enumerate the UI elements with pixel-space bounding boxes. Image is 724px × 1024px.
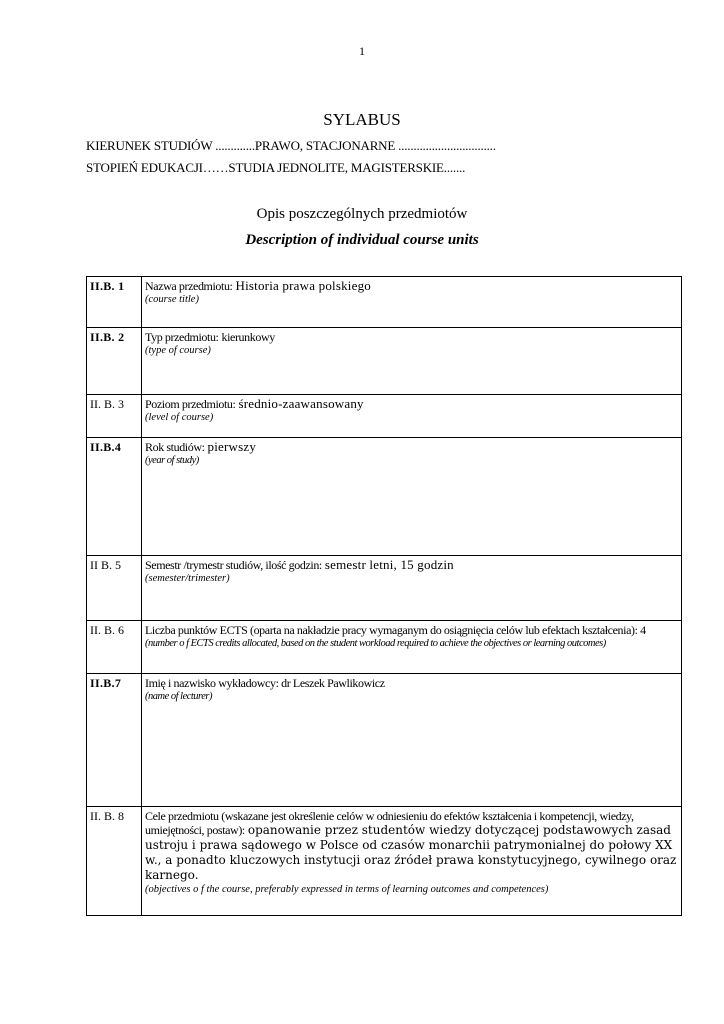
row-code: II.B. 1 bbox=[87, 277, 142, 328]
row-label: Cele przedmiotu (wskazane jest określenie celów w odniesieniu do efektów kształcenia i kompetencji, wiedzy, umiejętności, postaw): bbox=[145, 809, 634, 837]
row-english-label: (objectives o f the course, preferably expressed in terms of learning outcomes and competences) bbox=[145, 884, 549, 895]
education-level-line: STOPIEŃ EDUKACJI……STUDIA JEDNOLITE, MAGISTERSKIE....... bbox=[86, 160, 466, 175]
row-code: II. B. 6 bbox=[87, 621, 142, 674]
row-label: Nazwa przedmiotu: bbox=[145, 279, 233, 293]
table-row bbox=[87, 621, 682, 674]
row-value: pierwszy bbox=[207, 439, 257, 454]
row-value: kierunkowy bbox=[221, 330, 275, 344]
document-title: SYLABUS bbox=[323, 110, 401, 129]
table-row bbox=[87, 556, 682, 621]
subtitle-english: Description of individual course units bbox=[245, 232, 479, 248]
row-code: II. B. 8 bbox=[87, 807, 142, 916]
row-label: Typ przedmiotu: bbox=[145, 330, 219, 344]
table-row bbox=[87, 674, 682, 807]
table-row bbox=[87, 438, 682, 556]
row-english-label: (year of study) bbox=[145, 455, 199, 466]
row-content bbox=[142, 277, 682, 328]
row-value: średnio-zaawansowany bbox=[238, 396, 364, 411]
table-row bbox=[87, 807, 682, 916]
row-english-label: (semester/trimester) bbox=[145, 573, 230, 584]
row-content bbox=[142, 621, 682, 674]
row-content bbox=[142, 674, 682, 807]
row-label: Semestr /trymestr studiów, ilość godzin: bbox=[145, 558, 322, 572]
row-english-label: (level of course) bbox=[145, 412, 214, 423]
row-label: Imię i nazwisko wykładowcy: dr Leszek Pawlikowicz bbox=[145, 676, 385, 690]
row-value: Historia prawa polskiego bbox=[235, 278, 371, 293]
syllabus-table bbox=[86, 276, 682, 916]
row-code: II B. 5 bbox=[87, 556, 142, 621]
row-value: opanowanie przez studentów wiedzy dotyczącej podstawowych zasad ustroju i prawa sądowego w Polsce od czasów monarchii patrymonialnej do połowy XX w., a ponadto kluczowych instytucji oraz źródeł prawa konstytucyjnego, cywilnego oraz karnego. bbox=[145, 823, 677, 882]
row-code: II. B. 3 bbox=[87, 395, 142, 438]
row-code: II.B.4 bbox=[87, 438, 142, 556]
table-row bbox=[87, 395, 682, 438]
row-english-label: (course title) bbox=[145, 294, 199, 305]
page-number: 1 bbox=[359, 44, 365, 58]
row-label: Rok studiów: bbox=[145, 440, 205, 454]
row-content bbox=[142, 556, 682, 621]
row-value: semestr letni, 15 godzin bbox=[324, 557, 454, 572]
row-label: Poziom przedmiotu: bbox=[145, 397, 236, 411]
table-row bbox=[87, 277, 682, 328]
row-code: II.B.7 bbox=[87, 674, 142, 807]
row-content bbox=[142, 438, 682, 556]
row-english-label: (name of lecturer) bbox=[145, 691, 213, 702]
table-row bbox=[87, 328, 682, 395]
row-english-label: (number o f ECTS credits allocated, based on the student workload required to achieve the objectives or learning outcomes) bbox=[145, 638, 606, 649]
subtitle-polish: Opis poszczególnych przedmiotów bbox=[256, 206, 468, 222]
field-of-study-line: KIERUNEK STUDIÓW .............PRAWO, STACJONARNE ................................ bbox=[86, 138, 496, 153]
row-content bbox=[142, 328, 682, 395]
row-english-label: (type of course) bbox=[145, 345, 211, 356]
row-content bbox=[142, 807, 682, 916]
row-code: II.B. 2 bbox=[87, 328, 142, 395]
row-label: Liczba punktów ECTS (oparta na nakładzie pracy wymaganym do osiągnięcia celów lub efektach kształcenia): 4 bbox=[145, 623, 646, 637]
row-content bbox=[142, 395, 682, 438]
